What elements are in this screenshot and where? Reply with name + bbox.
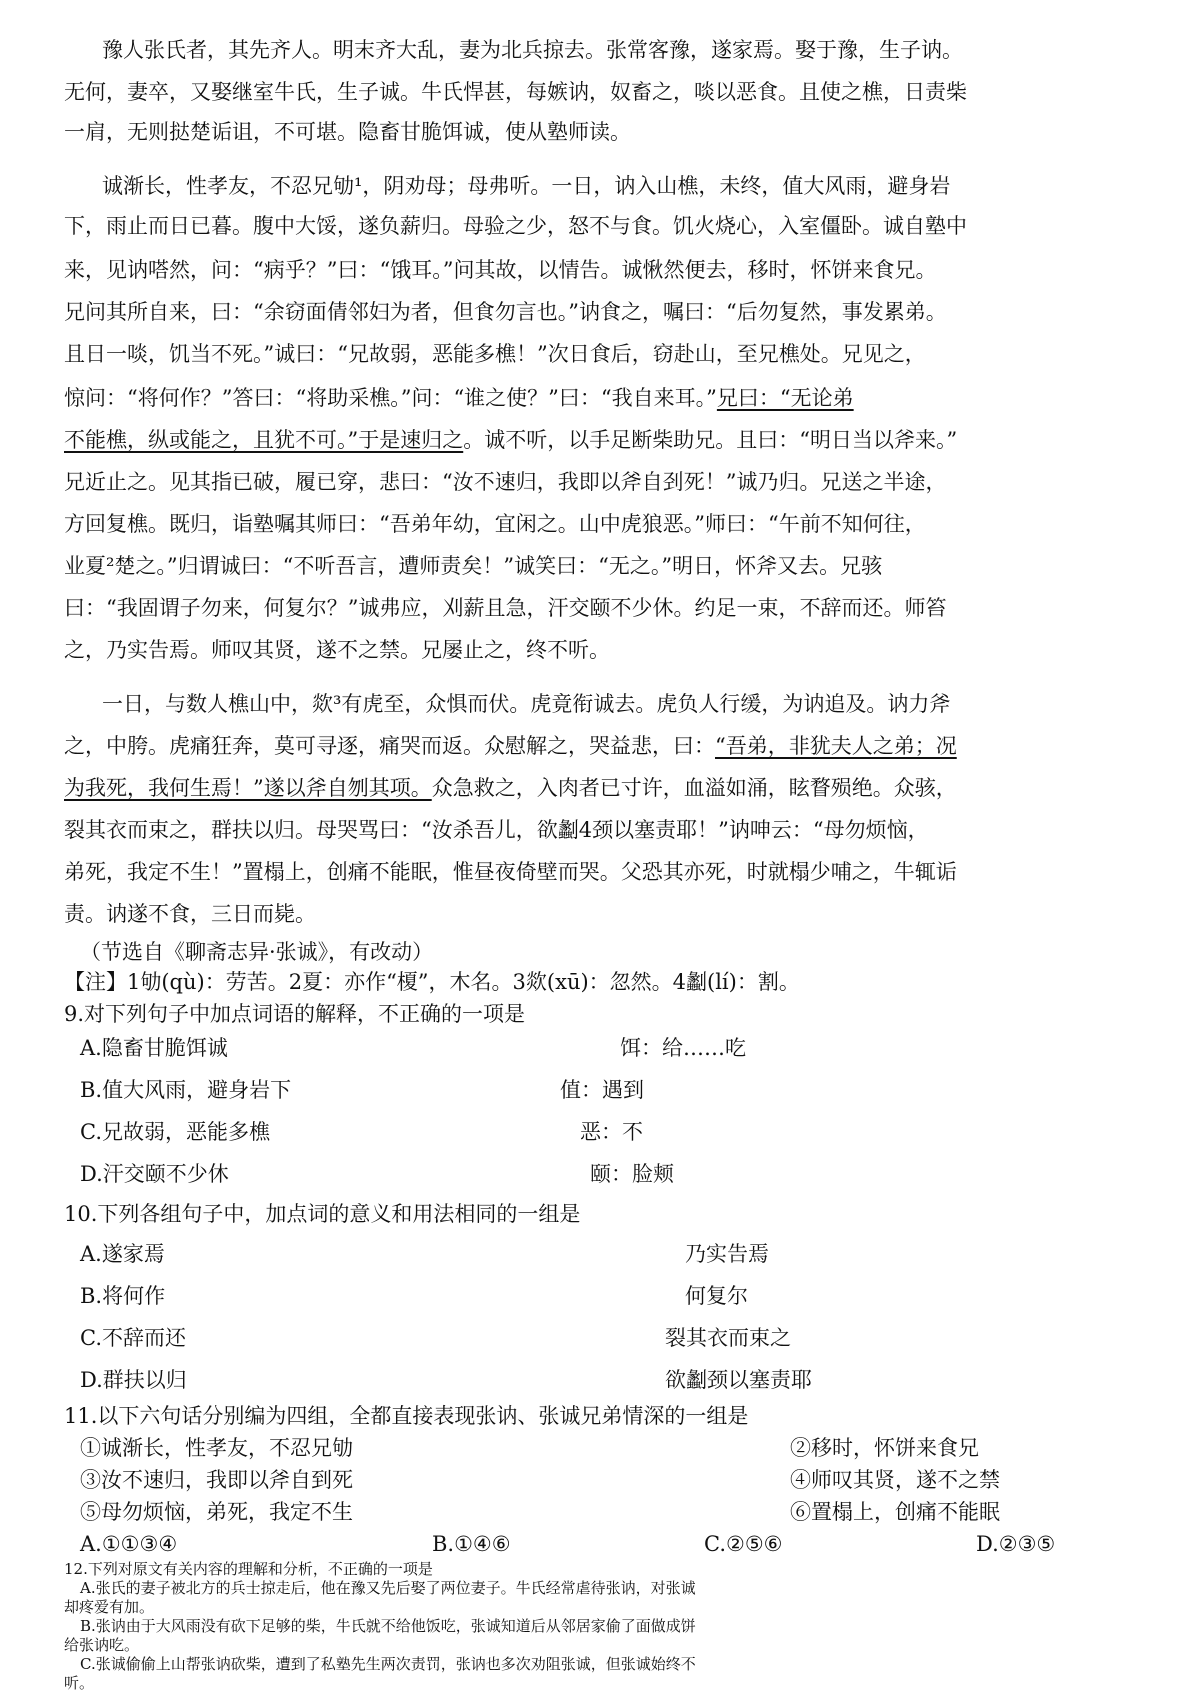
- passage-p2-line7: [64, 426, 1200, 454]
- passage-p3-line6: 责。讷遂不食，三日而毙。: [64, 902, 316, 926]
- q10-option-d-left: D.群扶以归: [80, 1368, 187, 1392]
- passage-p1-line2: 无何，妻卒，又娶继室牛氏，生子诚。牛氏悍甚，每嫉讷，奴畜之，啖以恶食。且使之樵，日责柴: [64, 80, 967, 104]
- q11-choice-c: C.②⑤⑥: [704, 1532, 783, 1556]
- passage-p3-line1: 一日，与数人樵山中，欻³有虎至，众惧而伏。虎竟衔诚去。虎负人行缓，为讷追及。讷力斧: [102, 692, 951, 716]
- q9-option-a: A.隐畜甘脆饵诚: [80, 1036, 228, 1060]
- q10-option-c-right: 裂其衣而束之: [665, 1326, 791, 1350]
- q11-item-2: ②移时，怀饼来食兄: [790, 1436, 979, 1460]
- q10-option-a-right: 乃实告焉: [685, 1242, 769, 1266]
- passage-p3-line5: 弟死，我定不生！”置榻上，创痛不能眠，惟昼夜倚壁而哭。父恐其亦死，时就榻少哺之，牛辄诟: [64, 860, 957, 884]
- q12-option-c-line2: 听。: [64, 1674, 95, 1692]
- q10-stem: 10.下列各组句子中，加点词的意义和用法相同的一组是: [64, 1202, 581, 1226]
- q10-option-c-left: C.不辞而还: [80, 1326, 186, 1350]
- q11-item-1: ①诚渐长，性孝友，不忍兄劬: [80, 1436, 353, 1460]
- passage-p2-line7-b: 。诚不听，以手足断柴助兄。且曰：“明日当以斧来。”: [463, 428, 958, 452]
- q10-option-a-left: A.遂家焉: [80, 1242, 165, 1266]
- q9-option-b: B.值大风雨，避身岩下: [80, 1078, 292, 1102]
- q12-option-a-line1: A.张氏的妻子被北方的兵士掠走后，他在豫又先后娶了两位妻子。牛氏经常虐待张讷，对张诚: [80, 1579, 696, 1597]
- passage-p2-line4: 兄问其所自来，曰：“余窃面倩邻妇为者，但食勿言也。”讷食之，嘱曰：“后勿复然，事发累弟。: [64, 300, 947, 324]
- q12-option-c-line1: C.张诚偷偷上山帮张讷砍柴，遭到了私塾先生两次责罚，张讷也多次劝阻张诚，但张诚始终不: [80, 1655, 696, 1673]
- passage-p2-line9: 方回复樵。既归，诣塾嘱其师曰：“吾弟年幼，宜闲之。山中虎狼恶。”师曰：“午前不知何往，: [64, 512, 926, 536]
- passage-p1-line3: 一肩，无则挞楚诟诅，不可堪。隐畜甘脆饵诚，使从塾师读。: [64, 120, 631, 144]
- passage-p2-line6: [64, 384, 1200, 412]
- passage-p3-line4: 裂其衣而束之，群扶以归。母哭骂曰：“汝杀吾儿，欲劙4颈以塞责耶！”讷呻云：“母勿烦恼，: [64, 818, 929, 842]
- q9-option-d: D.汗交颐不少休: [80, 1162, 229, 1186]
- passage-p2-line2: 下，雨止而日已暮。腹中大馁，遂负薪归。母验之少，怒不与食。饥火烧心，入室僵卧。诚自塾中: [64, 214, 967, 238]
- passage-p2-line8: 兄近止之。见其指已破，履已穿，悲曰：“汝不速归，我即以斧自刭死！”诚乃归。兄送之半途，: [64, 470, 947, 494]
- passage-p2-line11: 曰：“我固谓子勿来，何复尔？”诚弗应，刈薪且急，汗交颐不少休。约足一束，不辞而还。师笞: [64, 596, 947, 620]
- underlined-sentence-2a: “吾弟，非犹夫人之弟；况: [715, 734, 957, 758]
- q10-option-b-left: B.将何作: [80, 1284, 166, 1308]
- q11-choice-b: B.①④⑥: [432, 1532, 511, 1556]
- q9-option-b-gloss: 值：遇到: [560, 1078, 644, 1102]
- passage-p3-line2: [64, 732, 1200, 760]
- q11-item-4: ④师叹其贤，遂不之禁: [790, 1468, 1000, 1492]
- passage-p2-line6-a: 惊问：“将何作？”答曰：“将助采樵。”问：“谁之使？”曰：“我自来耳。”: [64, 386, 717, 410]
- q11-stem: 11.以下六句话分别编为四组，全都直接表现张讷、张诚兄弟情深的一组是: [64, 1404, 749, 1428]
- passage-p2-line1: 诚渐长，性孝友，不忍兄劬¹，阴劝母；母弗听。一日，讷入山樵，未终，值大风雨，避身岩: [102, 174, 951, 198]
- passage-p3-line3: [64, 774, 1200, 802]
- q11-choice-d: D.②③⑤: [976, 1532, 1056, 1556]
- underlined-sentence-1a: 兄曰：“无论弟: [716, 386, 854, 410]
- q11-item-6: ⑥置榻上，创痛不能眠: [790, 1500, 1000, 1524]
- source-citation: （节选自《聊斋志异·张诚》，有改动）: [80, 940, 434, 964]
- underlined-sentence-1b: 不能樵，纵或能之，且犹不可。”于是速归之: [64, 428, 464, 452]
- q12-stem: 12.下列对原文有关内容的理解和分析，不正确的一项是: [64, 1560, 433, 1578]
- footnotes: 【注】1劬(qù)：劳苦。2夏：亦作“榎”，木名。3欻(xū)：忽然。4劙(lí)：割。: [64, 970, 800, 994]
- passage-p3-line3-b: 众急救之，入肉者已寸许，血溢如涌，眩瞀殒绝。众骇，: [431, 776, 957, 800]
- q9-option-c-gloss: 恶：不: [580, 1120, 643, 1144]
- passage-p1-line1: 豫人张氏者，其先齐人。明末齐大乱，妻为北兵掠去。张常客豫，遂家焉。娶于豫，生子讷。: [102, 38, 963, 62]
- q11-item-3: ③汝不速归，我即以斧自到死: [80, 1468, 353, 1492]
- underlined-sentence-2b: 为我死，我何生焉！”遂以斧自刎其项。: [64, 776, 432, 800]
- q12-option-b-line1: B.张讷由于大风雨没有砍下足够的柴，牛氏就不给他饭吃，张诚知道后从邻居家偷了面做成饼: [80, 1617, 696, 1635]
- passage-p2-line3: 来，见讷嗒然，问：“病乎？”曰：“饿耳。”问其故，以情告。诚愀然便去，移时，怀饼来食兄。: [64, 258, 937, 282]
- q9-option-a-gloss: 饵：给……吃: [620, 1036, 746, 1060]
- q9-stem: 9.对下列句子中加点词语的解释，不正确的一项是: [64, 1002, 526, 1026]
- q10-option-d-right: 欲劙颈以塞责耶: [665, 1368, 812, 1392]
- q10-option-b-right: 何复尔: [685, 1284, 748, 1308]
- q11-item-5: ⑤母勿烦恼，弟死，我定不生: [80, 1500, 353, 1524]
- q11-choice-a: A.①①③④: [80, 1532, 178, 1556]
- q12-option-a-line2: 却疼爱有加。: [64, 1598, 155, 1616]
- q9-option-d-gloss: 颐：脸颊: [590, 1162, 674, 1186]
- passage-p2-line10: 业夏²楚之。”归谓诚曰：“不听吾言，遭师责矣！”诚笑曰：“无之。”明日，怀斧又去。兄骇: [64, 554, 883, 578]
- q9-option-c: C.兄故弱，恶能多樵: [80, 1120, 270, 1144]
- q12-option-b-line2: 给张讷吃。: [64, 1636, 140, 1654]
- passage-p2-line5: 且日一啖，饥当不死。”诚曰：“兄故弱，恶能多樵！”次日食后，窃赴山，至兄樵处。兄见之，: [64, 342, 926, 366]
- passage-p2-line12: 之，乃实告焉。师叹其贤，遂不之禁。兄屡止之，终不听。: [64, 638, 610, 662]
- passage-p3-line2-a: 之，中胯。虎痛狂奔，莫可寻逐，痛哭而返。众慰解之，哭益悲，曰：: [64, 734, 715, 758]
